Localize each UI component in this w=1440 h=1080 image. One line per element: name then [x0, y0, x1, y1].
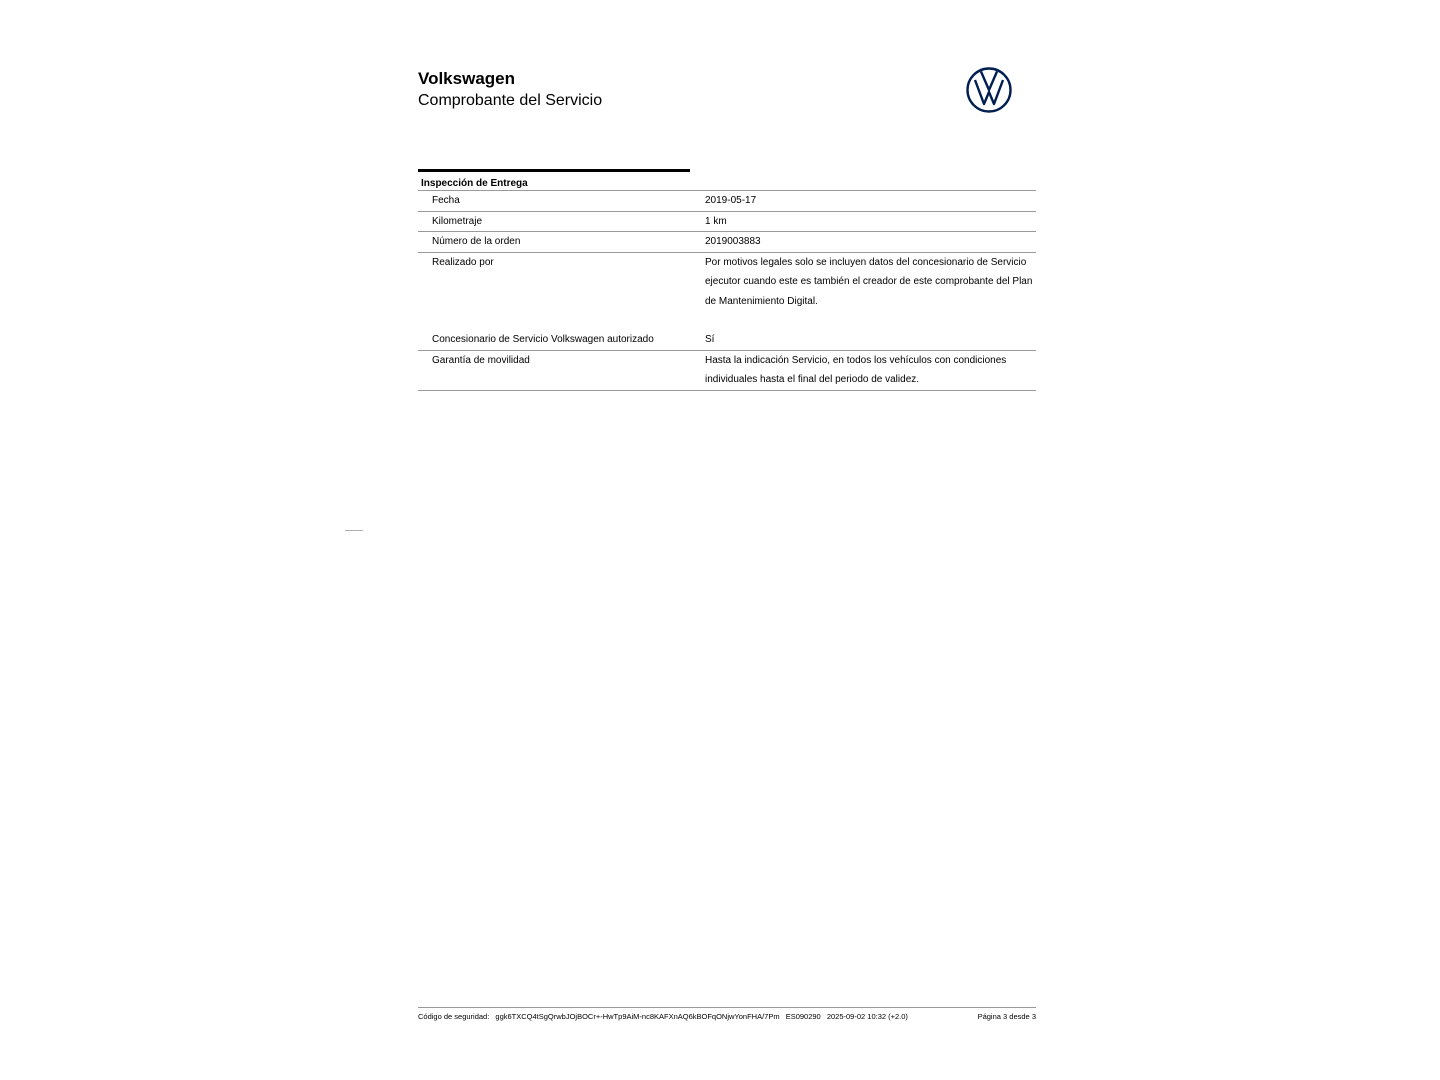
document-footer: [418, 1007, 1036, 1021]
row-value: 1 km: [705, 215, 727, 227]
row-label: Concesionario de Servicio Volkswagen autorizado: [432, 334, 654, 345]
document-header: [418, 68, 1038, 112]
delivery-inspection-section: [418, 169, 1036, 391]
table-row: [418, 253, 1036, 312]
row-value: Por motivos legales solo se incluyen datos del concesionario de Servicio ejecutor cuando este es también el creador de este comprobante del Plan de Mantenimiento Digital.: [705, 256, 1033, 307]
row-value: Sí: [705, 334, 715, 345]
page-current: 3: [1003, 1012, 1008, 1021]
page-number: [978, 1012, 1036, 1021]
table-row: [418, 191, 1036, 212]
dealer-code: ES090290: [785, 1012, 821, 1021]
row-label: Realizado por: [432, 256, 494, 268]
security-code: ggk6TXCQ4tSgQrwbJOjBOCr+-HwTp9AiM-nc8KAFXnAQ6kBOFqONjwYonFHA/7Pm: [495, 1012, 780, 1021]
row-value: 2019-05-17: [705, 195, 757, 206]
row-label: Número de la orden: [432, 236, 521, 247]
page-label: Página: [977, 1012, 1001, 1021]
page-of-label: desde: [1009, 1012, 1030, 1021]
row-label: Kilometraje: [432, 215, 483, 227]
security-code-label: Código de seguridad:: [418, 1012, 490, 1021]
row-value: 2019003883: [705, 236, 761, 247]
table-row: [418, 330, 1036, 351]
volkswagen-logo-icon: [966, 67, 1012, 113]
timestamp: 2025-09-02 10:32 (+2.0): [826, 1012, 908, 1021]
footer-security-info: [418, 1012, 912, 1021]
brand-name: Volkswagen: [418, 69, 515, 88]
row-label: Fecha: [432, 195, 460, 206]
document-title: Comprobante del Servicio: [418, 92, 603, 109]
table-row: [418, 232, 1036, 253]
page-total: 3: [1031, 1012, 1036, 1021]
row-label: Garantía de movilidad: [432, 354, 530, 366]
table-row: [418, 212, 1036, 233]
table-row: [418, 351, 1036, 391]
row-value: Hasta la indicación Servicio, en todos los vehículos con condiciones individuales hasta el final del periodo de validez.: [705, 354, 1007, 385]
section-title: Inspección de Entrega: [418, 172, 1036, 191]
fold-mark: [345, 530, 363, 531]
